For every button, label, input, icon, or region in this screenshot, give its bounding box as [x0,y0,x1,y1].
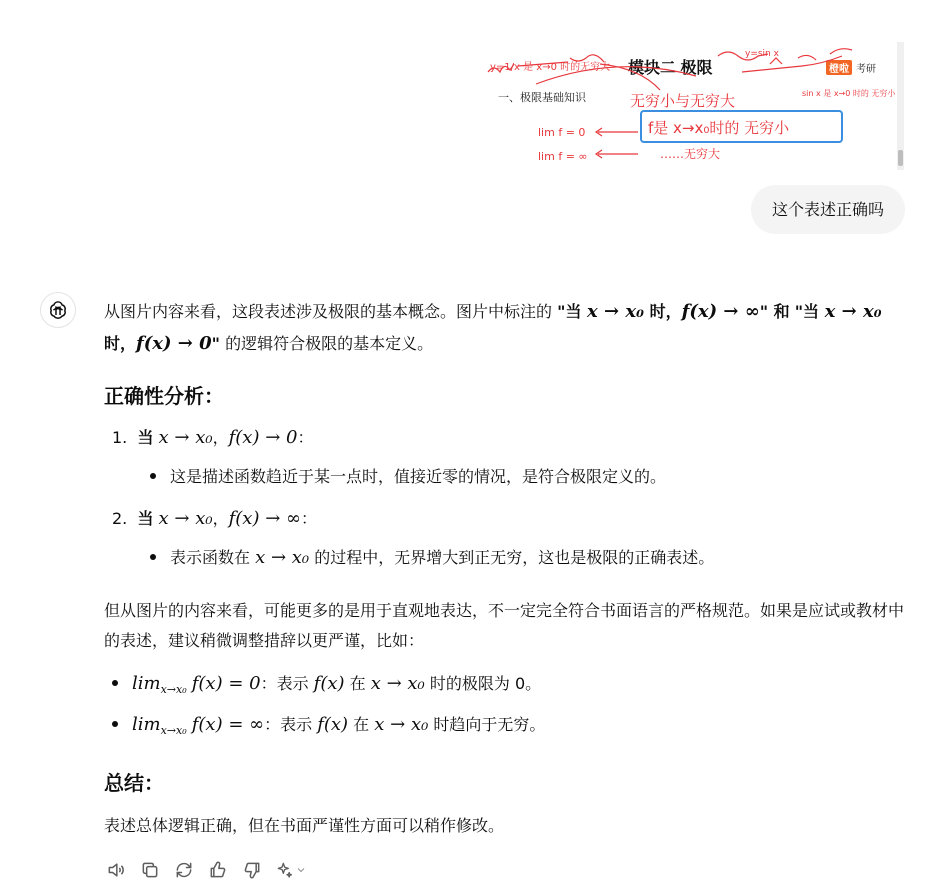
handwriting-top-left: y=1/x 是 x→0 时的无穷大 [490,62,611,73]
example-1: $\lim_{x\to x_0} f(x) = 0$：表示 f(x) 在 x → x₀ 时的极限为 0。 [112,670,541,704]
arrow-row2 [596,150,638,158]
arrow-row1 [596,128,638,136]
example-2: $\lim_{x\to x_0} f(x)$ = ∞：表示 f(x) 在 x → x₀ 时趋向于无穷。 [112,711,545,745]
bullet-dot [150,554,156,560]
handwriting-row1: lim f = 0 [538,126,586,139]
bullet-dot [150,473,156,479]
chevron-down-icon [295,864,307,876]
analysis-item-1-bullet: 这是描述函数趋近于某一点时，值接近零的情况，是符合极限定义的。 [150,463,666,491]
answer-paragraph: 但从图片的内容来看，可能更多的是用于直观地表达，不一定完全符合书面语言的严格规范。如果是应试或教材中的表述，建议稍微调整措辞以更严谨，比如： [104,601,905,650]
assistant-answer [104,296,904,360]
sparkle-icon [275,860,295,880]
analysis-item-2-bullet: 表示函数在 x → x₀ 的过程中，无界增大到正无穷，这也是极限的正确表述。 [150,544,714,572]
summary-heading: 总结： [104,771,164,795]
thumbs-up-button[interactable] [206,858,230,882]
handwriting-line1: 无穷小与无穷大 [630,92,736,110]
bullet-dot [112,721,118,727]
brand-logo-text: 橙啦 [829,64,849,75]
message-action-bar [104,858,308,882]
handwriting-row2: lim f = ∞ [538,150,588,163]
regenerate-icon [174,860,194,880]
attached-image-svg [480,42,906,174]
analysis-item-2: 2. 当 x → x₀，f(x) → ∞： [112,508,318,529]
read-aloud-icon [106,860,126,880]
thumbs-down-button[interactable] [240,858,264,882]
user-message-bubble: 这个表述正确吗 [751,185,905,234]
image-scrollbar[interactable] [897,42,904,170]
attached-image[interactable] [480,42,906,174]
answer-intro: 从图片内容来看，这段表述涉及极限的基本概念。图片中标注的 "当 x → x₀ 时，f(x) → ∞" 和 "当 x → x₀ 时，f(x) → 0" 的逻辑符合极限的基本定义。 [104,301,882,354]
image-heading: 模块二 极限 [628,60,713,77]
handwriting-row2-tail: ……无穷大 [660,147,721,161]
handwriting-box-text: f是 x→x₀时的 无穷小 [648,119,790,137]
handwriting-top-right: y=sin x [745,49,779,59]
thumbs-up-icon [208,860,228,880]
bullet-dot [112,680,118,686]
analysis-item-1: 1. 当 x → x₀，f(x) → 0： [112,427,314,448]
assistant-avatar [40,292,76,328]
copy-button[interactable] [138,858,162,882]
handwriting-side-note: sin x 是 x→0 时的 无穷小 [802,89,896,98]
summary-text: 表述总体逻辑正确，但在书面严谨性方面可以稍作修改。 [104,816,505,835]
read-aloud-button[interactable] [104,858,128,882]
analysis-heading: 正确性分析： [104,384,224,408]
openai-logo-icon [47,299,69,321]
copy-icon [140,860,160,880]
image-subheading: 一、极限基础知识 [498,92,586,104]
brand-suffix: 考研 [856,64,876,75]
model-switch-button[interactable] [274,858,308,882]
regenerate-button[interactable] [172,858,196,882]
thumbs-down-icon [242,860,262,880]
